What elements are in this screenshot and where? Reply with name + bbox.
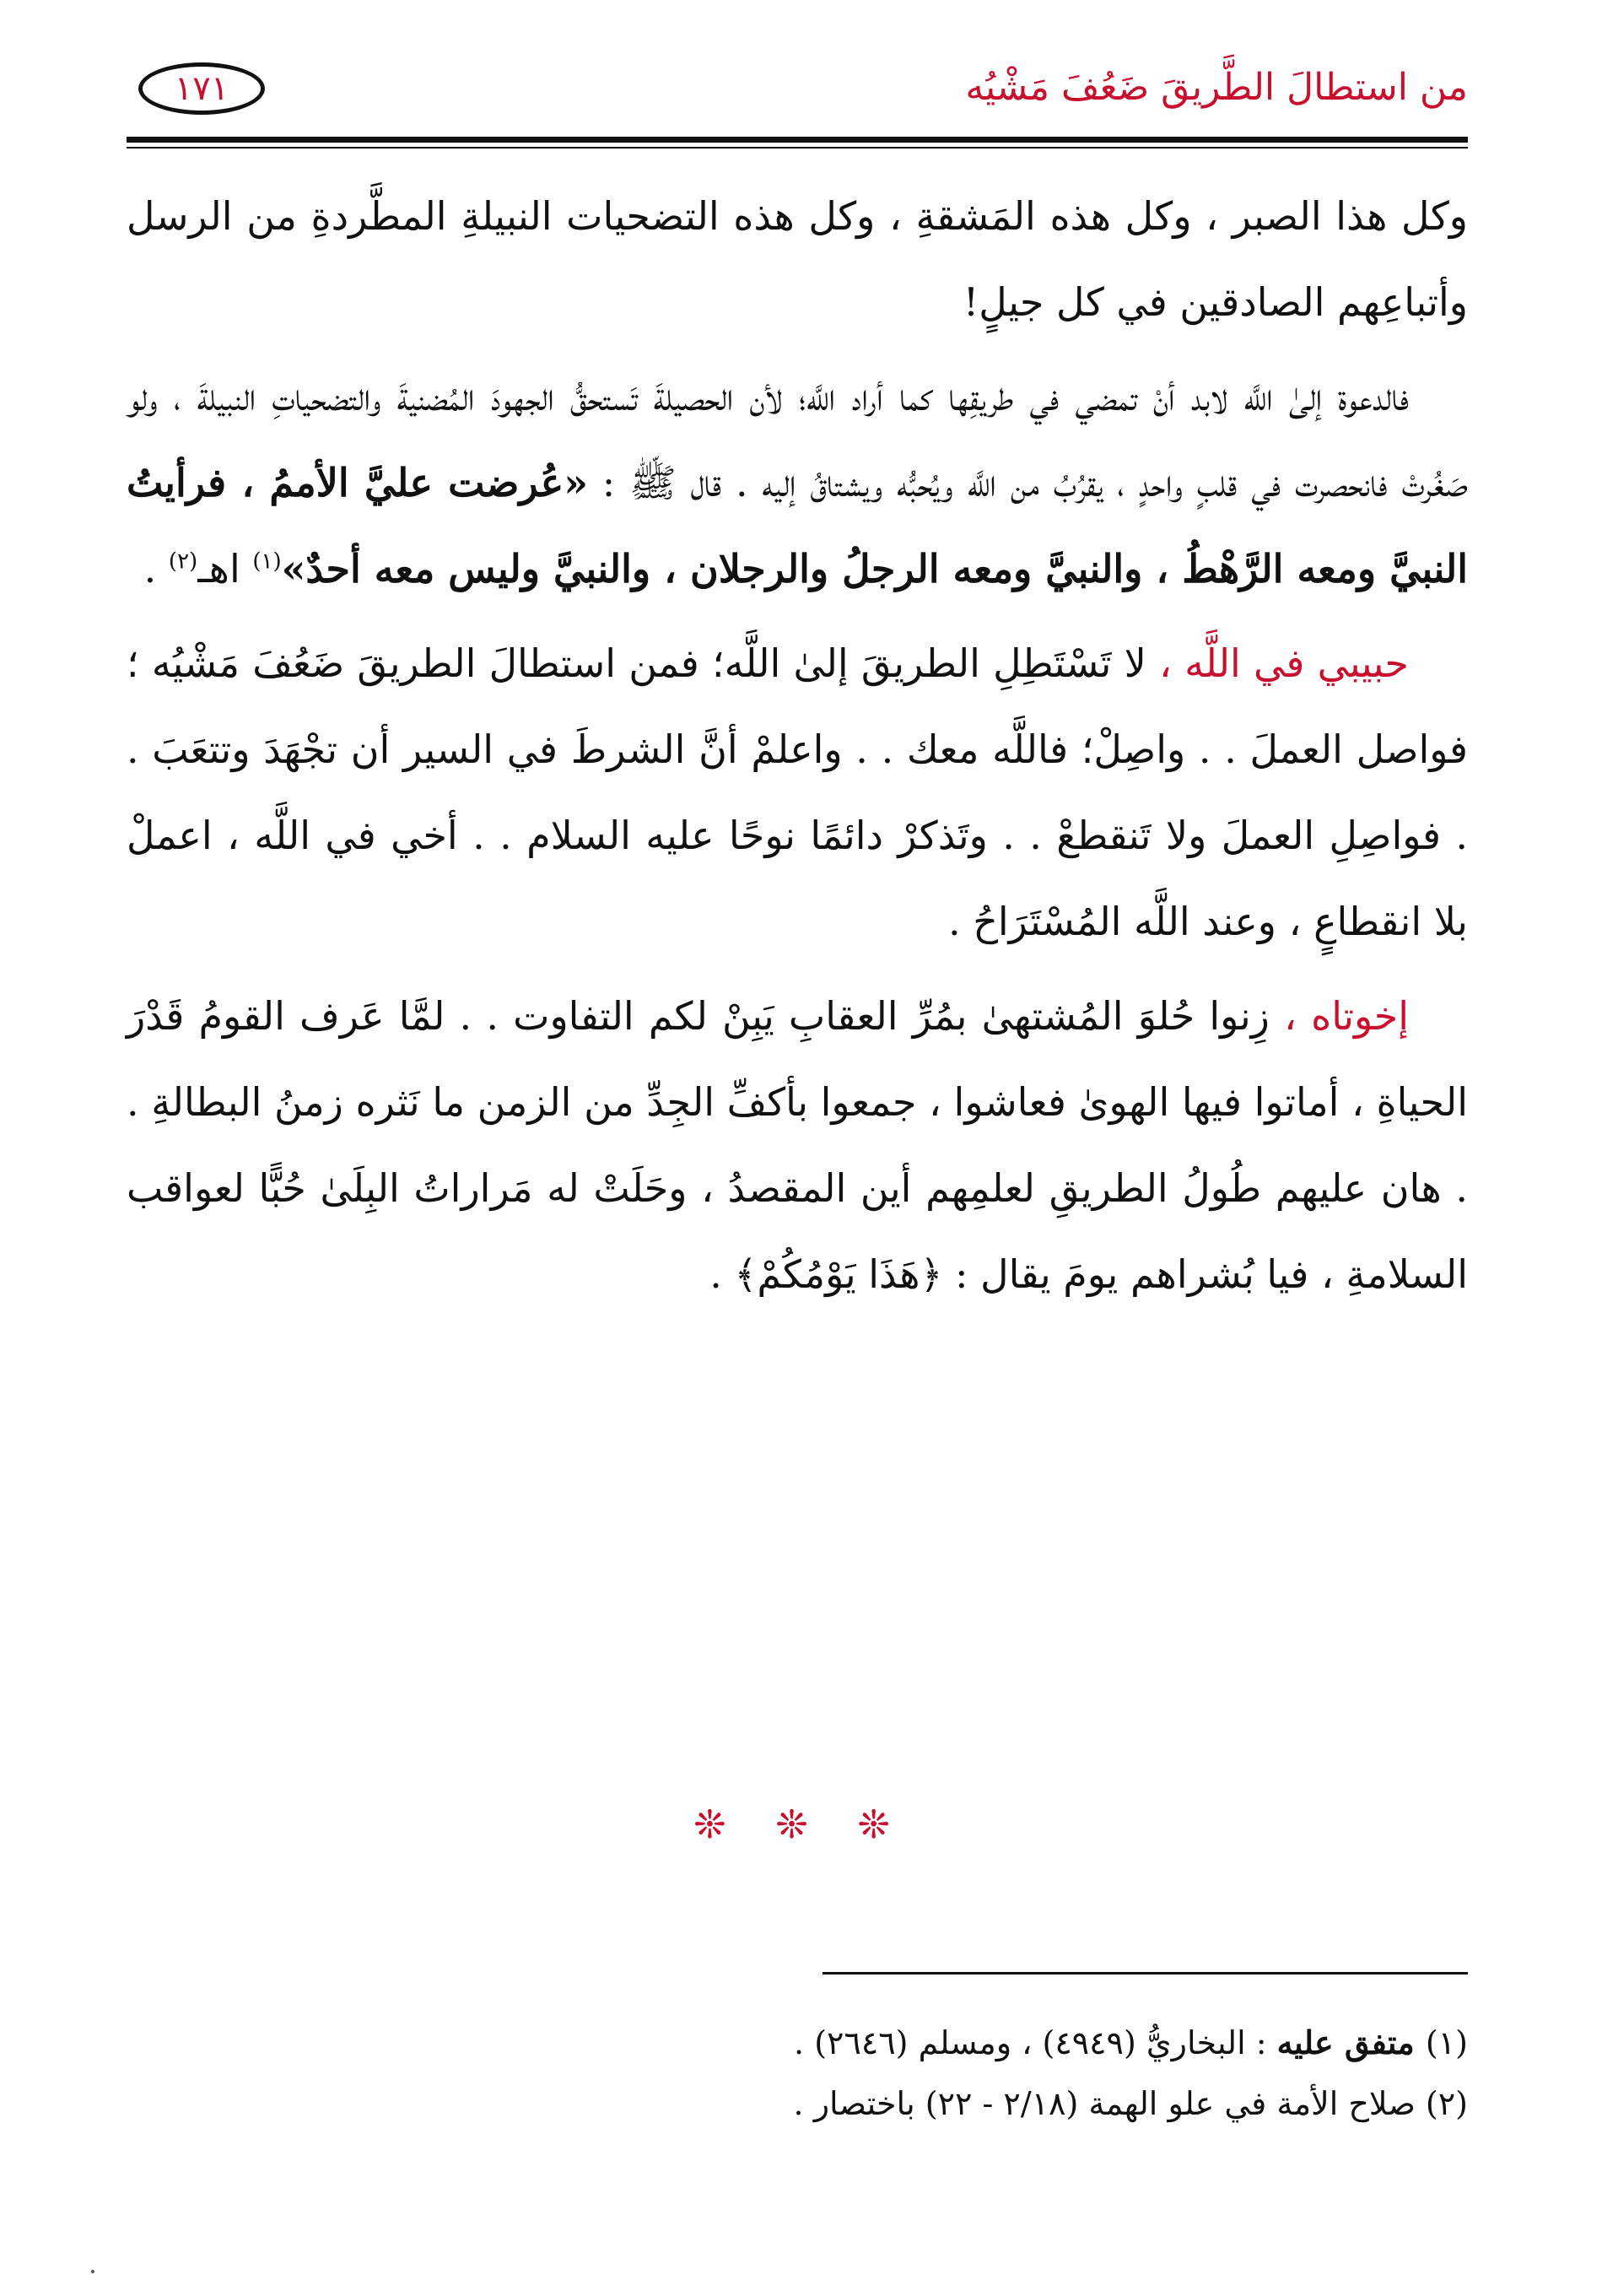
paragraph-1: وكل هذا الصبر ، وكل هذه المَشقةِ ، وكل هذه التضحيات النبيلةِ المطَّردةِ من الرسل وأتباعِهم الصادقين في كل جيلٍ! [127, 193, 1468, 325]
paragraph-4 [127, 973, 1468, 1317]
paragraph-4-text: زِنوا حُلوَ المُشتهىٰ بمُرِّ العقابِ يَبِنْ لكم التفاوت . . لمَّا عَرف القومُ قَدْرَ الحياةِ ، أماتوا فيها الهوىٰ فعاشوا ، جمعوا بأكفِّ الجِدِّ من الزمن ما نَثره زمنُ البطالةِ . . هان عليهم طُولُ الطريقِ لعلمِهم أين المقصدُ ، وحَلَتْ له مَراراتُ البِلَىٰ حُبًّا لعواقب السلامةِ ، فيا بُشراهم يومَ يقال : ﴿هَذَا يَوْمُكُمْ﴾ . [127, 993, 1468, 1297]
footnote-1 [127, 2012, 1468, 2073]
paragraph-3 [127, 620, 1468, 964]
footnotes [127, 2012, 1468, 2134]
footnote-2 [127, 2073, 1468, 2134]
footnote-rule [823, 1972, 1468, 1975]
paragraph-2 [127, 354, 1468, 612]
paragraph-3-text: لا تَسْتَطِلِ الطريقَ إلىٰ اللَّه؛ فمن استطالَ الطريقَ ضَعُفَ مَشْيُه ؛ فواصل العملَ . . واصِلْ؛ فاللَّه معك . . واعلمْ أنَّ الشرطَ في السير أن تجْهَدَ وتتعَبَ . . فواصِلِ العملَ ولا تَنقطعْ . . وتَذكرْ دائمًا نوحًا عليه السلام . . أخي في اللَّه ، اعملْ بلا انقطاعٍ ، وعند اللَّه المُسْتَرَاحُ . [127, 640, 1468, 944]
page-number: ١٧١ [138, 62, 265, 115]
footnote-1-bold: متفق عليه [1276, 2023, 1426, 2061]
footnote-2-number: (٢) [1425, 2085, 1468, 2122]
footnote-ref-1[interactable]: (١) [252, 548, 282, 575]
footnote-1-text: : البخاريُّ (٤٩٤٩) ، ومسلم (٢٦٤٦) . [794, 2024, 1277, 2061]
footnote-2-text: صلاح الأمة في علو الهمة (٢/١٨ - ٢٢) باختصار . [793, 2085, 1426, 2122]
paragraph-4-lead: إخوتاه ، [1284, 993, 1409, 1039]
main-text [127, 173, 1468, 1326]
ah-abbrev: اهـ [197, 546, 253, 592]
footnote-ref-2[interactable]: (٢) [168, 548, 198, 575]
page-header [127, 51, 1468, 143]
paragraph-3-lead: حبيبي في اللَّه ، [1159, 640, 1409, 686]
paragraph-2-text: فالدعوة إلىٰ اللَّه لابد أنْ تمضي في طريقِها كما أراد اللَّه؛ لأن الحصيلةَ تَستحقُّ الجهودَ المُضنيةَ والتضحياتِ النبيلةَ ، ولو صَغُرتْ فانحصرت في قلبٍ واحدٍ ، يقرُبُ من اللَّه ويُحبُّه ويشتاقُ إليه . قال ﷺ : [127, 374, 1469, 505]
footnote-1-number: (١) [1425, 2024, 1468, 2061]
hadith-quote: «عُرضت عليَّ الأممُ ، فرأيتُ النبيَّ ومعه الرَّهْطُ ، والنبيَّ ومعه الرجلُ والرجلان ، والنبيَّ وليس معه أحدٌ» [127, 460, 1468, 592]
running-title: من استطالَ الطَّريقَ ضَعُفَ مَشْيُه [965, 66, 1468, 109]
paragraph-2-end: . [143, 546, 169, 592]
section-separator-stars: ❊ ❊ ❊ [693, 1802, 909, 1847]
header-rule-thin [127, 147, 1468, 149]
scan-speck [91, 2270, 94, 2273]
header-rule-thick [127, 137, 1468, 143]
